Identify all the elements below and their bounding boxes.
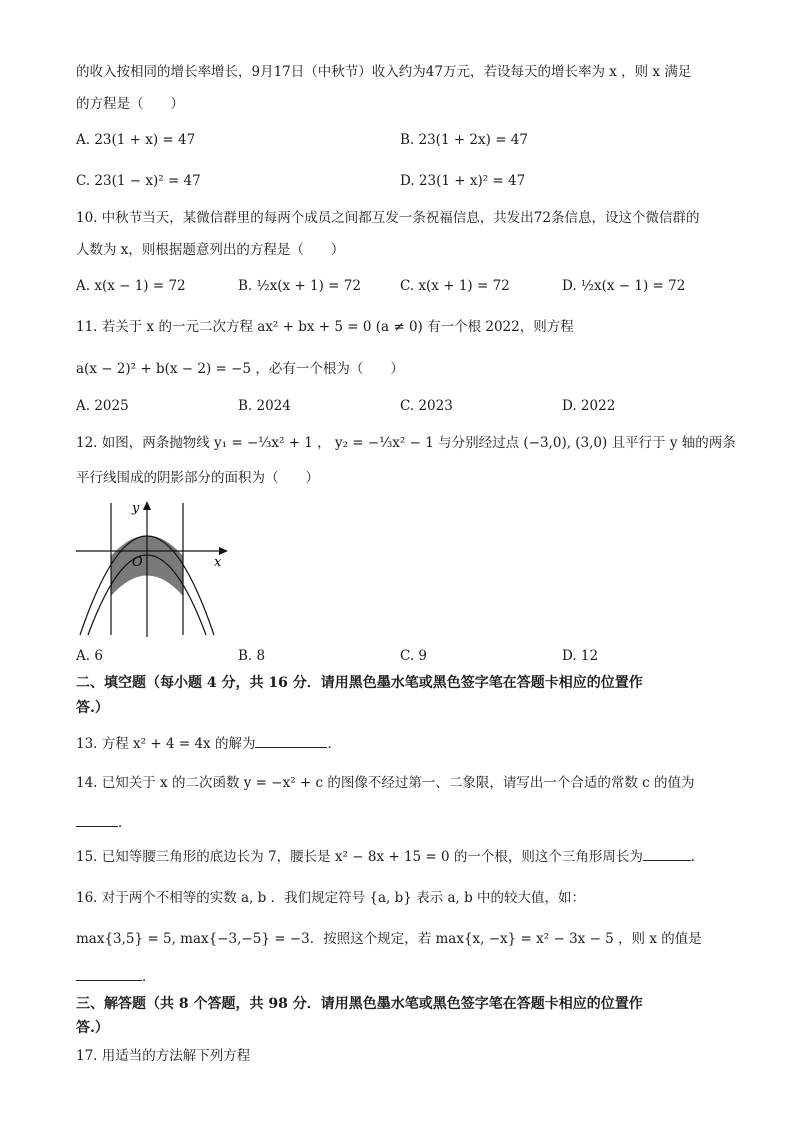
y-axis-label: y (132, 501, 140, 516)
q11-option-b: B. 2024 (238, 398, 291, 414)
section3-heading-line2: 答.） (76, 1020, 109, 1036)
q16-line3 (76, 966, 156, 987)
x-axis-arrow (219, 547, 228, 555)
q11-option-a: A. 2025 (76, 398, 129, 414)
q10-stem-line1: 10. 中秋节当天，某微信群里的每两个成员之间都互发一条祝福信息，共发出72条信息，设这个微信群的 (76, 210, 700, 226)
q12-option-d: D. 12 (562, 648, 599, 664)
q12-parabola-figure (76, 497, 236, 637)
x-axis-label: x (214, 555, 222, 570)
q10-option-a: A. x(x − 1) = 72 (76, 278, 186, 294)
q16-line2: max{3,5} = 5, max{−3,−5} = −3．按照这个规定，若 max{x, −x} = x² − 3x − 5 ，则 x 的值是 (76, 931, 702, 947)
q17-text: 17. 用适当的方法解下列方程 (76, 1048, 251, 1064)
q13-line (76, 733, 341, 754)
q12-stem-line1: 12. 如图，两条抛物线 y₁ = −⅓x² + 1 ， y₂ = −⅓x² − 1 与分别经过点 (−3,0), (3,0) 且平行于 y 轴的两条 (76, 435, 736, 451)
q13-end: ． (327, 736, 341, 752)
q11-stem-line1: 11. 若关于 x 的一元二次方程 ax² + bx + 5 = 0 (a ≠ 0) 有一个根 2022，则方程 (76, 319, 574, 335)
q10-option-d: D. ½x(x − 1) = 72 (562, 278, 686, 294)
y-axis-arrow (143, 501, 151, 510)
q10-option-c: C. x(x + 1) = 72 (400, 278, 510, 294)
q12-option-b: B. 8 (238, 648, 266, 664)
q12-option-c: C. 9 (400, 648, 428, 664)
q13-answer-blank (255, 733, 327, 748)
q10-option-b: B. ½x(x + 1) = 72 (238, 278, 361, 294)
q11-stem-line2: a(x − 2)² + b(x − 2) = −5 ，必有一个根为（ ） (76, 361, 404, 377)
q9-option-c: C. 23(1 − x)² = 47 (76, 173, 201, 189)
q16-line1: 16. 对于两个不相等的实数 a, b ．我们规定符号 {a, b} 表示 a, b 中的较大值，如： (76, 890, 586, 906)
q9-option-b: B. 23(1 + 2x) = 47 (400, 132, 528, 148)
q15-text: 15. 已知等腰三角形的底边长为 7，腰长是 x² − 8x + 15 = 0 的一个根，则这个三角形周长为 (76, 849, 643, 865)
section2-heading-line1: 二、填空题（每小题 4 分，共 16 分．请用黑色墨水笔或黑色签字笔在答题卡相应的位置作 (76, 675, 643, 691)
q11-option-c: C. 2023 (400, 398, 453, 414)
q14-line2 (76, 812, 132, 833)
q15-answer-blank (643, 846, 691, 861)
q10-stem-line2: 人数为 x，则根据题意列出的方程是（ ） (76, 242, 345, 258)
q12-stem-line2: 平行线围成的阴影部分的面积为（ ） (76, 470, 319, 486)
q11-option-d: D. 2022 (562, 398, 616, 414)
q14-end: ． (118, 815, 132, 831)
section3-heading-line1: 三、解答题（共 8 个答题，共 98 分．请用黑色墨水笔或黑色签字笔在答题卡相应的位置作 (76, 996, 643, 1012)
q13-text: 13. 方程 x² + 4 = 4x 的解为 (76, 736, 256, 752)
q14-answer-blank (76, 812, 118, 827)
q9-stem-line2: 的方程是（ ） (76, 96, 184, 112)
q16-end: ． (142, 969, 156, 985)
q14-line1: 14. 已知关于 x 的二次函数 y = −x² + c 的图像不经过第一、二象限，请写出一个合适的常数 c 的值为 (76, 775, 695, 791)
q12-option-a: A. 6 (76, 648, 103, 664)
origin-label: O (132, 555, 143, 570)
q9-stem-line1: 的收入按相同的增长率增长，9月17日（中秋节）收入约为47万元，若设每天的增长率为 x ，则 x 满足 (76, 64, 692, 80)
q9-option-a: A. 23(1 + x) = 47 (76, 132, 196, 148)
q9-option-d: D. 23(1 + x)² = 47 (400, 173, 526, 189)
q15-line (76, 846, 704, 867)
section2-heading-line2: 答.） (76, 700, 109, 716)
q15-end: ． (690, 849, 705, 865)
q16-answer-blank (76, 966, 142, 981)
